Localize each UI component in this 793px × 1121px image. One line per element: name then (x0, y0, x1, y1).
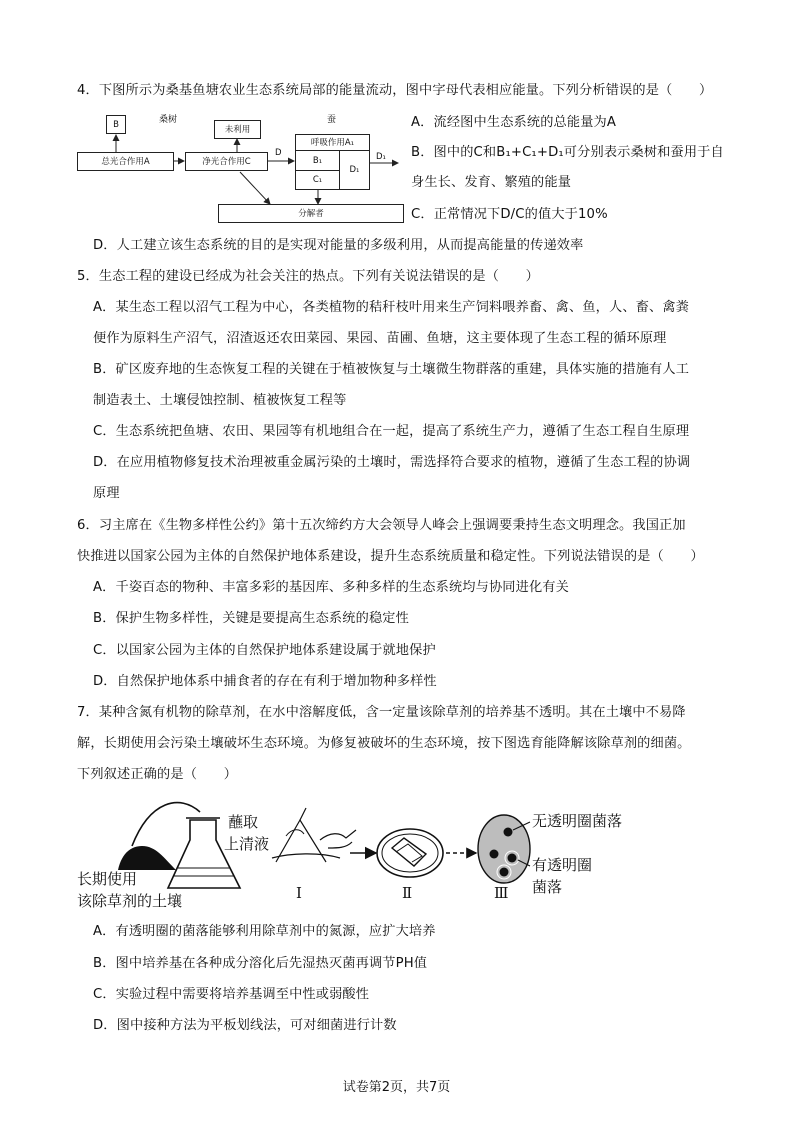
q4-stem: 4．下图所示为桑基鱼塘农业生态系统局部的能量流动，图中字母代表相应能量。下列分析错误的是（ ） (77, 83, 713, 98)
q6-option-d: D．自然保护地体系中捕食者的存在有利于增加物种多样性 (93, 674, 437, 689)
q4-box-net: 净光合作用C (185, 152, 268, 171)
soil-label-line2: 该除草剂的土壤 (77, 892, 183, 910)
q4-option-d: D．人工建立该生态系统的目的是实现对能量的多级利用，从而提高能量的传递效率 (93, 238, 584, 253)
q5-option-d-line2: 原理 (93, 486, 120, 501)
q5-stem: 5．生态工程的建设已经成为社会关注的热点。下列有关说法错误的是（ ） (77, 269, 540, 284)
q5-option-d-line1: D．在应用植物修复技术治理被重金属污染的土壤时，需选择符合要求的植物，遵循了生态工程的协调 (93, 455, 691, 470)
dip-label-line2: 上清液 (224, 835, 270, 853)
soil-label-line1: 长期使用 (77, 870, 138, 888)
q4-label-d: D (275, 148, 282, 158)
q5-option-b-line2: 制造表土、土壤侵蚀控制、植被恢复工程等 (93, 393, 347, 408)
step-2-label: Ⅱ (402, 884, 413, 902)
q4-mulberry-label: 桑树 (159, 115, 178, 125)
q4-option-c: C．正常情况下D/C的值大于10% (411, 207, 608, 222)
q4-option-a: A．流经图中生态系统的总能量为A (411, 115, 617, 130)
q4-option-b-line1: B．图中的C和B₁+C₁+D₁可分别表示桑树和蚕用于自 (411, 145, 724, 160)
no-halo-colony-label: 无透明圈菌落 (532, 812, 623, 830)
q4-silkworm-label: 蚕 (327, 115, 337, 125)
q7-option-b: B．图中培养基在各种成分溶化后先湿热灭菌再调节PH值 (93, 956, 428, 971)
q4-box-b: B (106, 115, 126, 134)
petri-dish-icon (377, 829, 443, 877)
q7-stem-line2: 解，长期使用会污染土壤破坏生态环境。为修复被破坏的生态环境，按下图选育能降解该除草剂的细菌。 (77, 736, 691, 751)
q4-box-unused: 未利用 (214, 120, 261, 139)
q5-option-c: C．生态系统把鱼塘、农田、果园等有机地组合在一起，提高了系统生产力，遵循了生态工程自生原理 (93, 424, 690, 439)
q5-option-a-line2: 便作为原料生产沼气，沼渣返还农田菜园、果园、苗圃、鱼塘，这主要体现了生态工程的循环原理 (93, 331, 667, 346)
q7-stem-line3: 下列叙述正确的是（ ） (77, 767, 238, 782)
q5-option-b-line1: B．矿区废弃地的生态恢复工程的关键在于植被恢复与土壤微生物群落的重建，具体实施的措施有人工 (93, 362, 690, 377)
soil-mound (118, 846, 176, 870)
q6-stem-line1: 6．习主席在《生物多样性公约》第十五次缔约方大会领导人峰会上强调要秉持生态文明理念。我国正加 (77, 518, 686, 533)
halo-colony-label-line2: 菌落 (532, 878, 563, 896)
q6-stem-line2: 快推进以国家公园为主体的自然保护地体系建设，提升生态系统质量和稳定性。下列说法错误的是（ ） (77, 549, 704, 564)
step-1-label: Ⅰ (296, 884, 302, 902)
plate-lid-icon (272, 854, 340, 858)
q7-option-a: A．有透明圈的菌落能够利用除草剂中的氮源，应扩大培养 (93, 924, 436, 939)
dip-label-line1: 蘸取 (228, 813, 259, 831)
step-3-label: Ⅲ (494, 884, 509, 902)
q4-label-d1-out: D₁ (376, 152, 386, 162)
q6-option-a: A．千姿百态的物种、丰富多彩的基因库、多种多样的生态系统均与协同进化有关 (93, 580, 569, 595)
q6-option-b: B．保护生物多样性，关键是要提高生态系统的稳定性 (93, 611, 409, 626)
q5-option-a-line1: A．某生态工程以沼气工程为中心，各类植物的秸秆枝叶用来生产饲料喂养畜、禽、鱼，人、畜、禽粪 (93, 300, 690, 315)
q4-box-b1: B₁ (295, 150, 340, 171)
hand-icon (320, 830, 356, 840)
q7-option-d: D．图中接种方法为平板划线法，可对细菌进行计数 (93, 1018, 397, 1033)
q4-box-c1: C₁ (295, 170, 340, 190)
q4-box-respiration: 呼吸作用A₁ (295, 134, 370, 151)
q7-option-c: C．实验过程中需要将培养基调至中性或弱酸性 (93, 987, 370, 1002)
q4-box-photosynthesis: 总光合作用A (77, 152, 174, 171)
q6-option-c: C．以国家公园为主体的自然保护地体系建设属于就地保护 (93, 643, 436, 658)
halo-colony-label-line1: 有透明圈 (532, 856, 593, 874)
page-footer: 试卷第2页，共7页 (342, 1080, 451, 1095)
q7-stem-line1: 7．某种含氮有机物的除草剂，在水中溶解度低，含一定量该除草剂的培养基不透明。其在土壤中不易降 (77, 705, 686, 720)
q4-option-b-line2: 身生长、发育、繁殖的能量 (411, 175, 572, 190)
q4-box-decomposer: 分解者 (218, 204, 404, 223)
q4-box-d1: D₁ (339, 150, 370, 190)
